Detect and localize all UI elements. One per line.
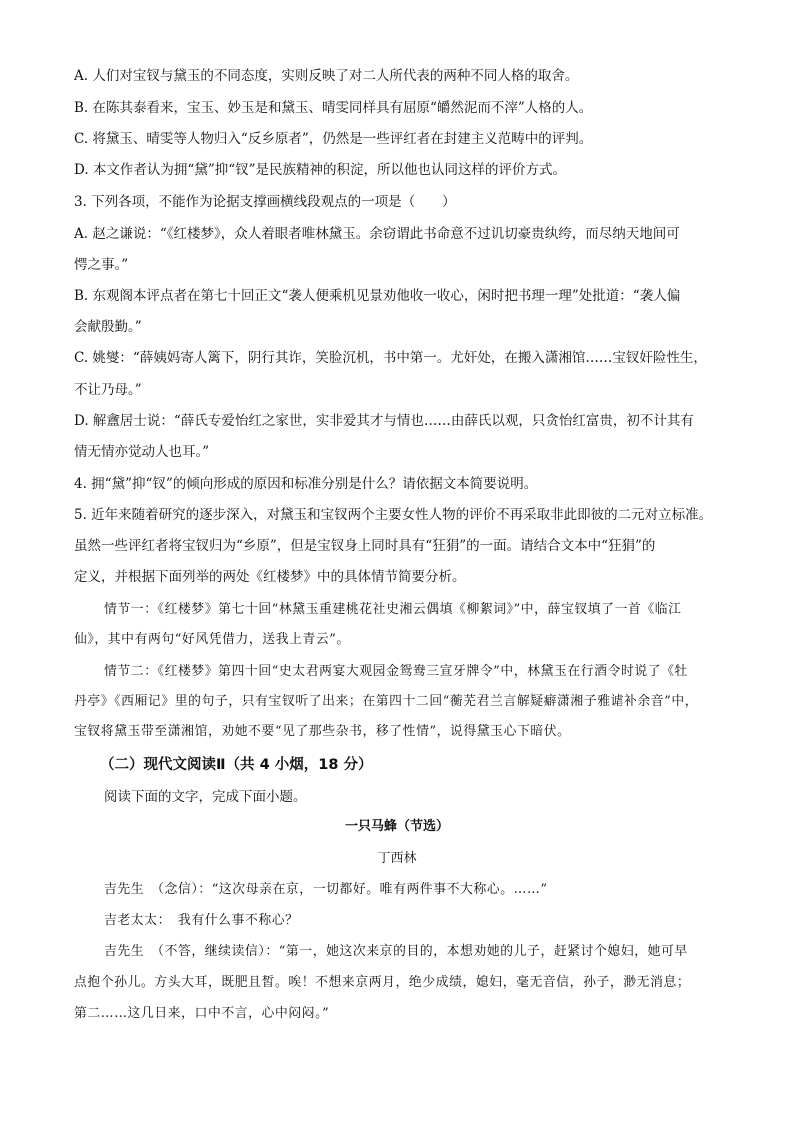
q3-option-a-line2: 愕之事。” — [74, 257, 129, 273]
q2-option-c: C. 将黛玉、晴雯等人物归入“反乡原者”，仍然是一些评红者在封建主义范畴中的评判。 — [74, 131, 593, 147]
passage-line2: 吉老太太： 我有什么事不称心？ — [104, 913, 299, 928]
q2-option-b: B. 在陈其泰看来，宝玉、妙玉是和黛玉、晴雯同样具有屈原“皭然泥而不滓”人格的人。 — [74, 100, 593, 116]
q3-option-c-line2: 不让乃母。” — [74, 382, 142, 398]
q3-option-d-line1: D. 解盦居士说：“薛氏专爱怡红之家世，实非爱其才与情也……由薛氏以观，只贪怡红富贵，初不计其有 — [74, 413, 694, 429]
q3-option-c-line1: C. 姚燮：“薛姨妈寄人篱下，阴行其诈，笑脸沉机，书中第一。尤奸处，在搬入潇湘馆……宝钗奸险性生， — [74, 350, 707, 366]
passage-line4: 点抱个孙儿。方头大耳，既肥且皙。唉！不想来京两月，绝少成绩，媳妇，毫无音信，孙子，渺无消息； — [74, 975, 691, 990]
plot2-line3: 宝钗将黛玉带至潇湘馆，劝她不要“见了那些杂书，移了性情”，说得黛玉心下暗伏。 — [74, 724, 571, 739]
passage-line1: 吉先生 （念信）：“这次母亲在京，一切都好。唯有两件事不大称心。……” — [104, 882, 548, 897]
passage-line3: 吉先生 （不答，继续读信）：“第一，她这次来京的目的，本想劝她的儿子，赶紧讨个媳妇，她可早 — [104, 944, 688, 959]
plot1-line2: 仙》，其中有两句“好风凭借力，送我上青云”。 — [74, 632, 350, 647]
q5-line3: 定义，并根据下面列举的两处《红楼梦》中的具体情节简要分析。 — [74, 569, 466, 585]
q3-stem: 3. 下列各项，不能作为论据支撑画横线段观点的一项是（ ） — [74, 194, 456, 210]
plot2-line2: 丹亭》《西厢记》里的句子，只有宝钗听了出来；在第四十二回“蘅芜君兰言解疑癖潇湘子雅谑补余音”中， — [74, 694, 699, 709]
q2-option-a: A. 人们对宝钗与黛玉的不同态度，实则反映了对二人所代表的两种不同人格的取舍。 — [74, 68, 579, 84]
passage-line5: 第二……这几日来，口中不言，心中闷闷。” — [74, 1006, 330, 1021]
q3-option-b-line2: 会献殷勤。” — [74, 319, 142, 335]
passage-title: 一只马蜂（节选） — [344, 819, 449, 834]
q3-option-d-line2: 情无情亦觉动人也耳。” — [74, 444, 210, 460]
plot1-line1: 情节一：《红楼梦》第七十回“林黛玉重建桃花社史湘云偶填《柳絮词》”中，薛宝钗填了一首《临江 — [104, 602, 682, 617]
q3-option-a-line1: A. 赵之谦说：“《红楼梦》，众人着眼者唯林黛玉。余窃谓此书命意不过讥切豪贵纨绔，而尽纳天地间可 — [74, 226, 680, 242]
reading-instruction: 阅读下面的文字，完成下面小题。 — [104, 789, 307, 805]
q2-option-d: D. 本文作者认为拥“黛”抑“钗”是民族精神的积淀，所以他也认同这样的评价方式。 — [74, 162, 567, 178]
q5-line1: 5. 近年来随着研究的逐步深入，对黛玉和宝钗两个主要女性人物的评价不再采取非此即彼的二元对立标准。 — [74, 507, 713, 523]
plot2-line1: 情节二：《红楼梦》第四十回“史太君两宴大观园金鸳鸯三宣牙牌令”中，林黛玉在行酒令时说了《牡 — [104, 664, 688, 679]
q4-stem: 4. 拥“黛”抑“钗”的倾向形成的原因和标准分别是什么？请依据文本简要说明。 — [74, 476, 538, 492]
section-heading: （二）现代文阅读Ⅱ（共 4 小烟，18 分） — [100, 757, 373, 773]
q5-line2: 虽然一些评红者将宝钗归为“乡原”，但是宝钗身上同时具有“狂狷”的一面。请结合文本中“狂狷”的 — [74, 538, 656, 554]
q3-option-b-line1: B. 东观阁本评点者在第七十回正文“袭人便乘机见景劝他收一收心，闲时把书理一理”处批道：“袭人偏 — [74, 288, 681, 304]
passage-author: 丁西林 — [377, 851, 417, 866]
